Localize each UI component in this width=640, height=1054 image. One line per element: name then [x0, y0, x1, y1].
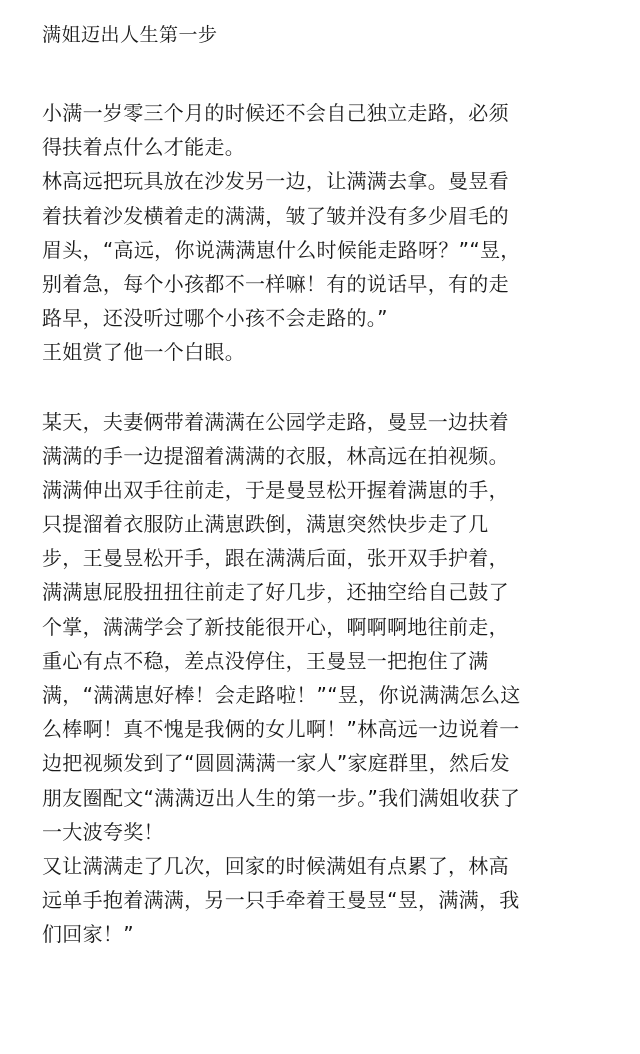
text-line: 个掌，满满学会了新技能很开心，啊啊啊地往前走， [42, 614, 509, 639]
text-line: 只提溜着衣服防止满崽跌倒，满崽突然快步走了几 [42, 512, 489, 537]
text-line: 路早，还没听过哪个小孩不会走路的。” [42, 306, 388, 331]
text-line: 小满一岁零三个月的时候还不会自己独立走路，必须 [42, 101, 509, 125]
text-line: 满满伸出双手往前走，于是曼昱松开握着满崽的手， [42, 477, 509, 502]
text-line: 步，王曼昱松开手，跟在满满后面，张开双手护着， [42, 546, 509, 571]
text-line: 朋友圈配文“满满迈出人生的第一步。”我们满姐收获了 [42, 785, 521, 810]
text-line: 眉头，“高远，你说满满崽什么时候能走路呀？”“昱， [42, 237, 521, 262]
text-line: 重心有点不稳，差点没停住，王曼昱一把抱住了满 [42, 648, 489, 673]
text-line: 一大波夸奖！ [42, 819, 164, 844]
text-line: 得扶着点什么才能走。 [42, 135, 245, 160]
text-line: 林高远把玩具放在沙发另一边，让满满去拿。曼昱看 [42, 169, 509, 194]
article-title: 满姐迈出人生第一步 [42, 24, 218, 46]
text-line: 么棒啊！真不愧是我俩的女儿啊！”林高远一边说着一 [42, 717, 520, 742]
text-line: 某天，夫妻俩带着满满在公园学走路，曼昱一边扶着 [42, 409, 509, 434]
text-line: 们回家！” [42, 922, 134, 947]
paragraph-block-2 [42, 405, 602, 952]
text-line: 远单手抱着满满，另一只手牵着王曼昱“昱，满满，我 [42, 888, 520, 913]
text-line: 满，“满满崽好棒！会走路啦！”“昱，你说满满怎么这 [42, 683, 521, 707]
text-line: 王姐赏了他一个白眼。 [42, 340, 245, 365]
paragraph-block-1 [42, 96, 602, 370]
text-line: 满满的手一边提溜着满满的衣服，林高远在拍视频。 [42, 443, 509, 468]
text-line: 又让满满走了几次，回家的时候满姐有点累了，林高 [42, 853, 509, 878]
text-line: 别着急，每个小孩都不一样嘛！有的说话早，有的走 [42, 271, 509, 296]
paragraph-gap [42, 370, 602, 405]
text-line: 着扶着沙发横着走的满满，皱了皱并没有多少眉毛的 [42, 203, 509, 228]
text-line: 满满崽屁股扭扭往前走了好几步，还抽空给自己鼓了 [42, 580, 509, 605]
text-line: 边把视频发到了“圆圆满满一家人”家庭群里，然后发 [42, 751, 510, 776]
